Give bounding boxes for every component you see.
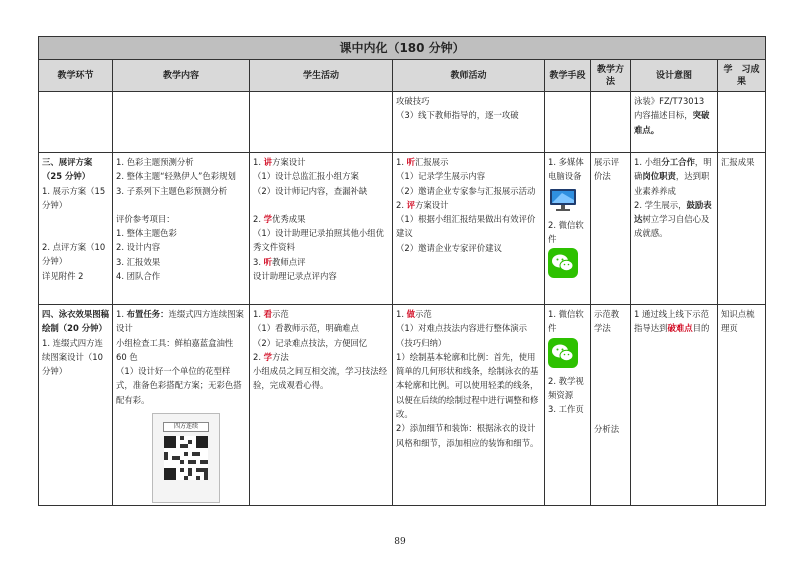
student-activity-cell: 1. 讲方案设计 （1）设计总监汇报小组方案 （2）设计师记内容，查漏补缺 2. 学优秀成果 （1）设计助理记录拍照其他小组优秀文件资料 3. 听教师点评 设计助理记录点评内容 [250, 153, 393, 305]
teacher-activity-cell: 1. 做示范 （1）对难点技法内容进行整体演示（技巧归纳） 1）绘制基本轮廓和比例：首先，使用简单的几何形状和线条，绘制泳衣的基本轮廓和比例。可以使用轻柔的线条，以便在后续的绘制过程中进行调整和修改。 2）添加细节和装饰：根据泳衣的设计风格和细节，添加相应的装饰和细节。 [393, 305, 545, 506]
student-activity-cell: 1. 看示范 （1）看教师示范，明确难点 （2）记录难点技法，方便回忆 2. 学方法 小组成员之间互相交流，学习技法经验，完成观看心得。 [250, 305, 393, 506]
outcome-cell: 汇报成果 [718, 153, 766, 305]
design-intent-cell: 1. 小组分工合作，明确岗位职责，达到职业素养养成 2. 学生展示，鼓励表达树立学习自信心及成就感。 [631, 153, 718, 305]
header-step: 教学环节 [39, 60, 113, 92]
table-row [39, 92, 766, 153]
table-row [39, 153, 766, 305]
qr-code-image [164, 436, 208, 480]
header-design: 设计意图 [631, 60, 718, 92]
wechat-icon [548, 248, 578, 278]
header-teacher: 教师活动 [393, 60, 545, 92]
means-cell: 1. 微信软件 2. 教学视频资源 3. 工作页 [545, 305, 591, 506]
header-content: 教学内容 [113, 60, 250, 92]
wechat-icon [548, 338, 578, 368]
method-cell: 展示评价法 [591, 153, 631, 305]
worksheet-thumbnail: 四方连续 [152, 413, 220, 503]
page-number: 89 [394, 537, 406, 547]
step-cell: 四、泳衣效果图稿绘制（20 分钟） 1. 连缀式四方连续图案设计（10 分钟） [39, 305, 113, 506]
design-intent-cell: 泳装》FZ/T73013 内容描述目标，突破难点。 [631, 92, 718, 153]
teacher-activity-cell: 1. 听汇报展示 （1）记录学生展示内容 （2）邀请企业专家参与汇报展示活动 2. 评方案设计 （1）根据小组汇报结果做出有效评价建议 （2）邀请企业专家评价建议 [393, 153, 545, 305]
outcome-cell: 知识点梳理页 [718, 305, 766, 506]
monitor-icon [548, 188, 578, 212]
step-cell: 三、展评方案（25 分钟） 1. 展示方案（15 分钟） 2. 点评方案（10 分钟） 详见附件 2 [39, 153, 113, 305]
method-cell: 示范教学法 分析法 [591, 305, 631, 506]
header-means: 教学手段 [545, 60, 591, 92]
header-row [39, 60, 766, 92]
means-cell: 1. 多媒体电脑设备 2. 微信软件 [545, 153, 591, 305]
table-title: 课中内化（180 分钟） [39, 37, 766, 60]
header-method: 教学方法 [591, 60, 631, 92]
content-cell: 1. 布置任务：连缀式四方连续图案设计 小组检查工具：鲜柏嘉蓝盒油性 60 色 （1）设计好一个单位的花型样式，准备色彩搭配方案；无彩色搭配有彩。 四方连续 [113, 305, 250, 506]
teacher-activity-cell: 攻破技巧 （3）线下教师指导的，逐一攻破 [393, 92, 545, 153]
table-row [39, 305, 766, 506]
lesson-plan-table [38, 36, 766, 506]
header-outcome: 学 习成果 [718, 60, 766, 92]
design-intent-cell: 1 通过线上线下示范指导达到破难点目的 [631, 305, 718, 506]
content-cell: 1. 色彩主题预测分析 2. 整体主题“轻熟伊人”色彩规划 3. 子系列下主题色彩预测分析 评价参考项目： 1. 整体主题色彩 2. 设计内容 3. 汇报效果 4. 团队合作 [113, 153, 250, 305]
header-student: 学生活动 [250, 60, 393, 92]
